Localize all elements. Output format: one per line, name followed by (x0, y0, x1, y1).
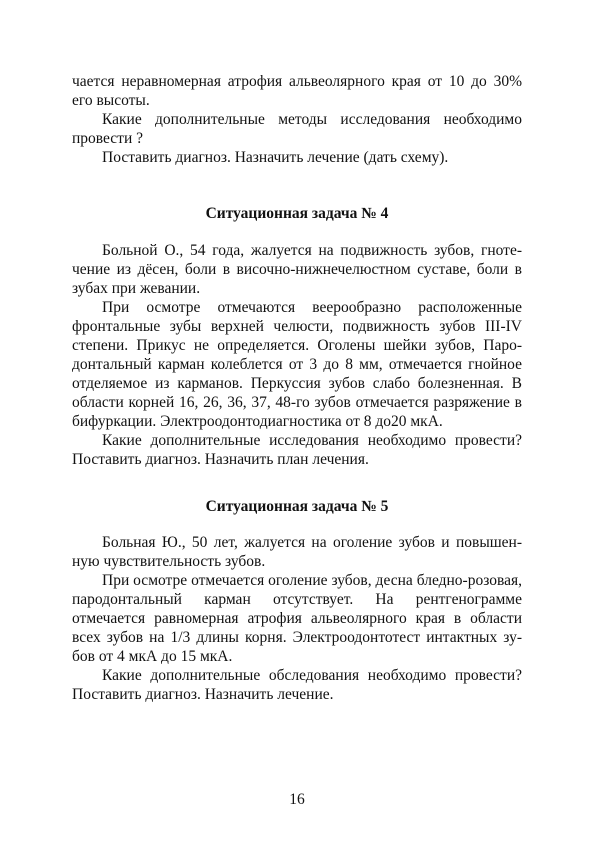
task4-exam: При осмотре отмечаются веерообразно расположенные фронтальные зубы верхней челюсти, подвижность зубов III-IV степени. Прикус не определяется. Оголены шейки зубов, Паро-донтальный карман колеблется от 3 до 8 мм, отмечается гнойное отделяемое из карманов. Перкуссия зубов слабо болезненная. В области корней 16, 26, 36, 37, 48-го зубов отмечается разряжение в бифуркации. Электроодонтодиагностика от 8 до20 мкА. (72, 299, 522, 430)
intro-task: Поставить диагноз. Назначить лечение (дать схему). (102, 149, 449, 166)
page-number: 16 (289, 791, 305, 808)
task4-section (72, 241, 522, 469)
task5-title: Ситуационная задача № 5 (205, 498, 389, 515)
intro-section (72, 72, 522, 167)
task5-exam: При осмотре отмечается оголение зубов, десна бледно-розовая, пародонтальный карман отсутствует. На рентгенограмме отмечается равномерная атрофия альвеолярного края в области всех зубов на 1/3 длины корня. Электроодонтотест интактных зу-бов от 4 мкА до 15 мкА. (72, 572, 522, 665)
intro-question: Какие дополнительные методы исследования необходимо провести ? (72, 111, 522, 147)
task5-question: Какие дополнительные обследования необходимо провести? Поставить диагноз. Назначить лечение. (72, 667, 522, 703)
intro-continuation: чается неравномерная атрофия альвеолярного края от 10 до 30% его высоты. (72, 73, 522, 109)
task4-question: Какие дополнительные исследования необходимо провести? Поставить диагноз. Назначить план лечения. (72, 432, 522, 468)
task4-title: Ситуационная задача № 4 (205, 205, 389, 222)
task4-complaint: Больной О., 54 года, жалуется на подвижность зубов, гноте-чение из дёсен, боли в височно-нижнечелюстном суставе, боли в зубах при жевании. (72, 242, 522, 297)
task5-complaint: Больная Ю., 50 лет, жалуется на оголение зубов и повышен-ную чувствительность зубов. (72, 534, 522, 570)
task5-section (72, 533, 522, 704)
